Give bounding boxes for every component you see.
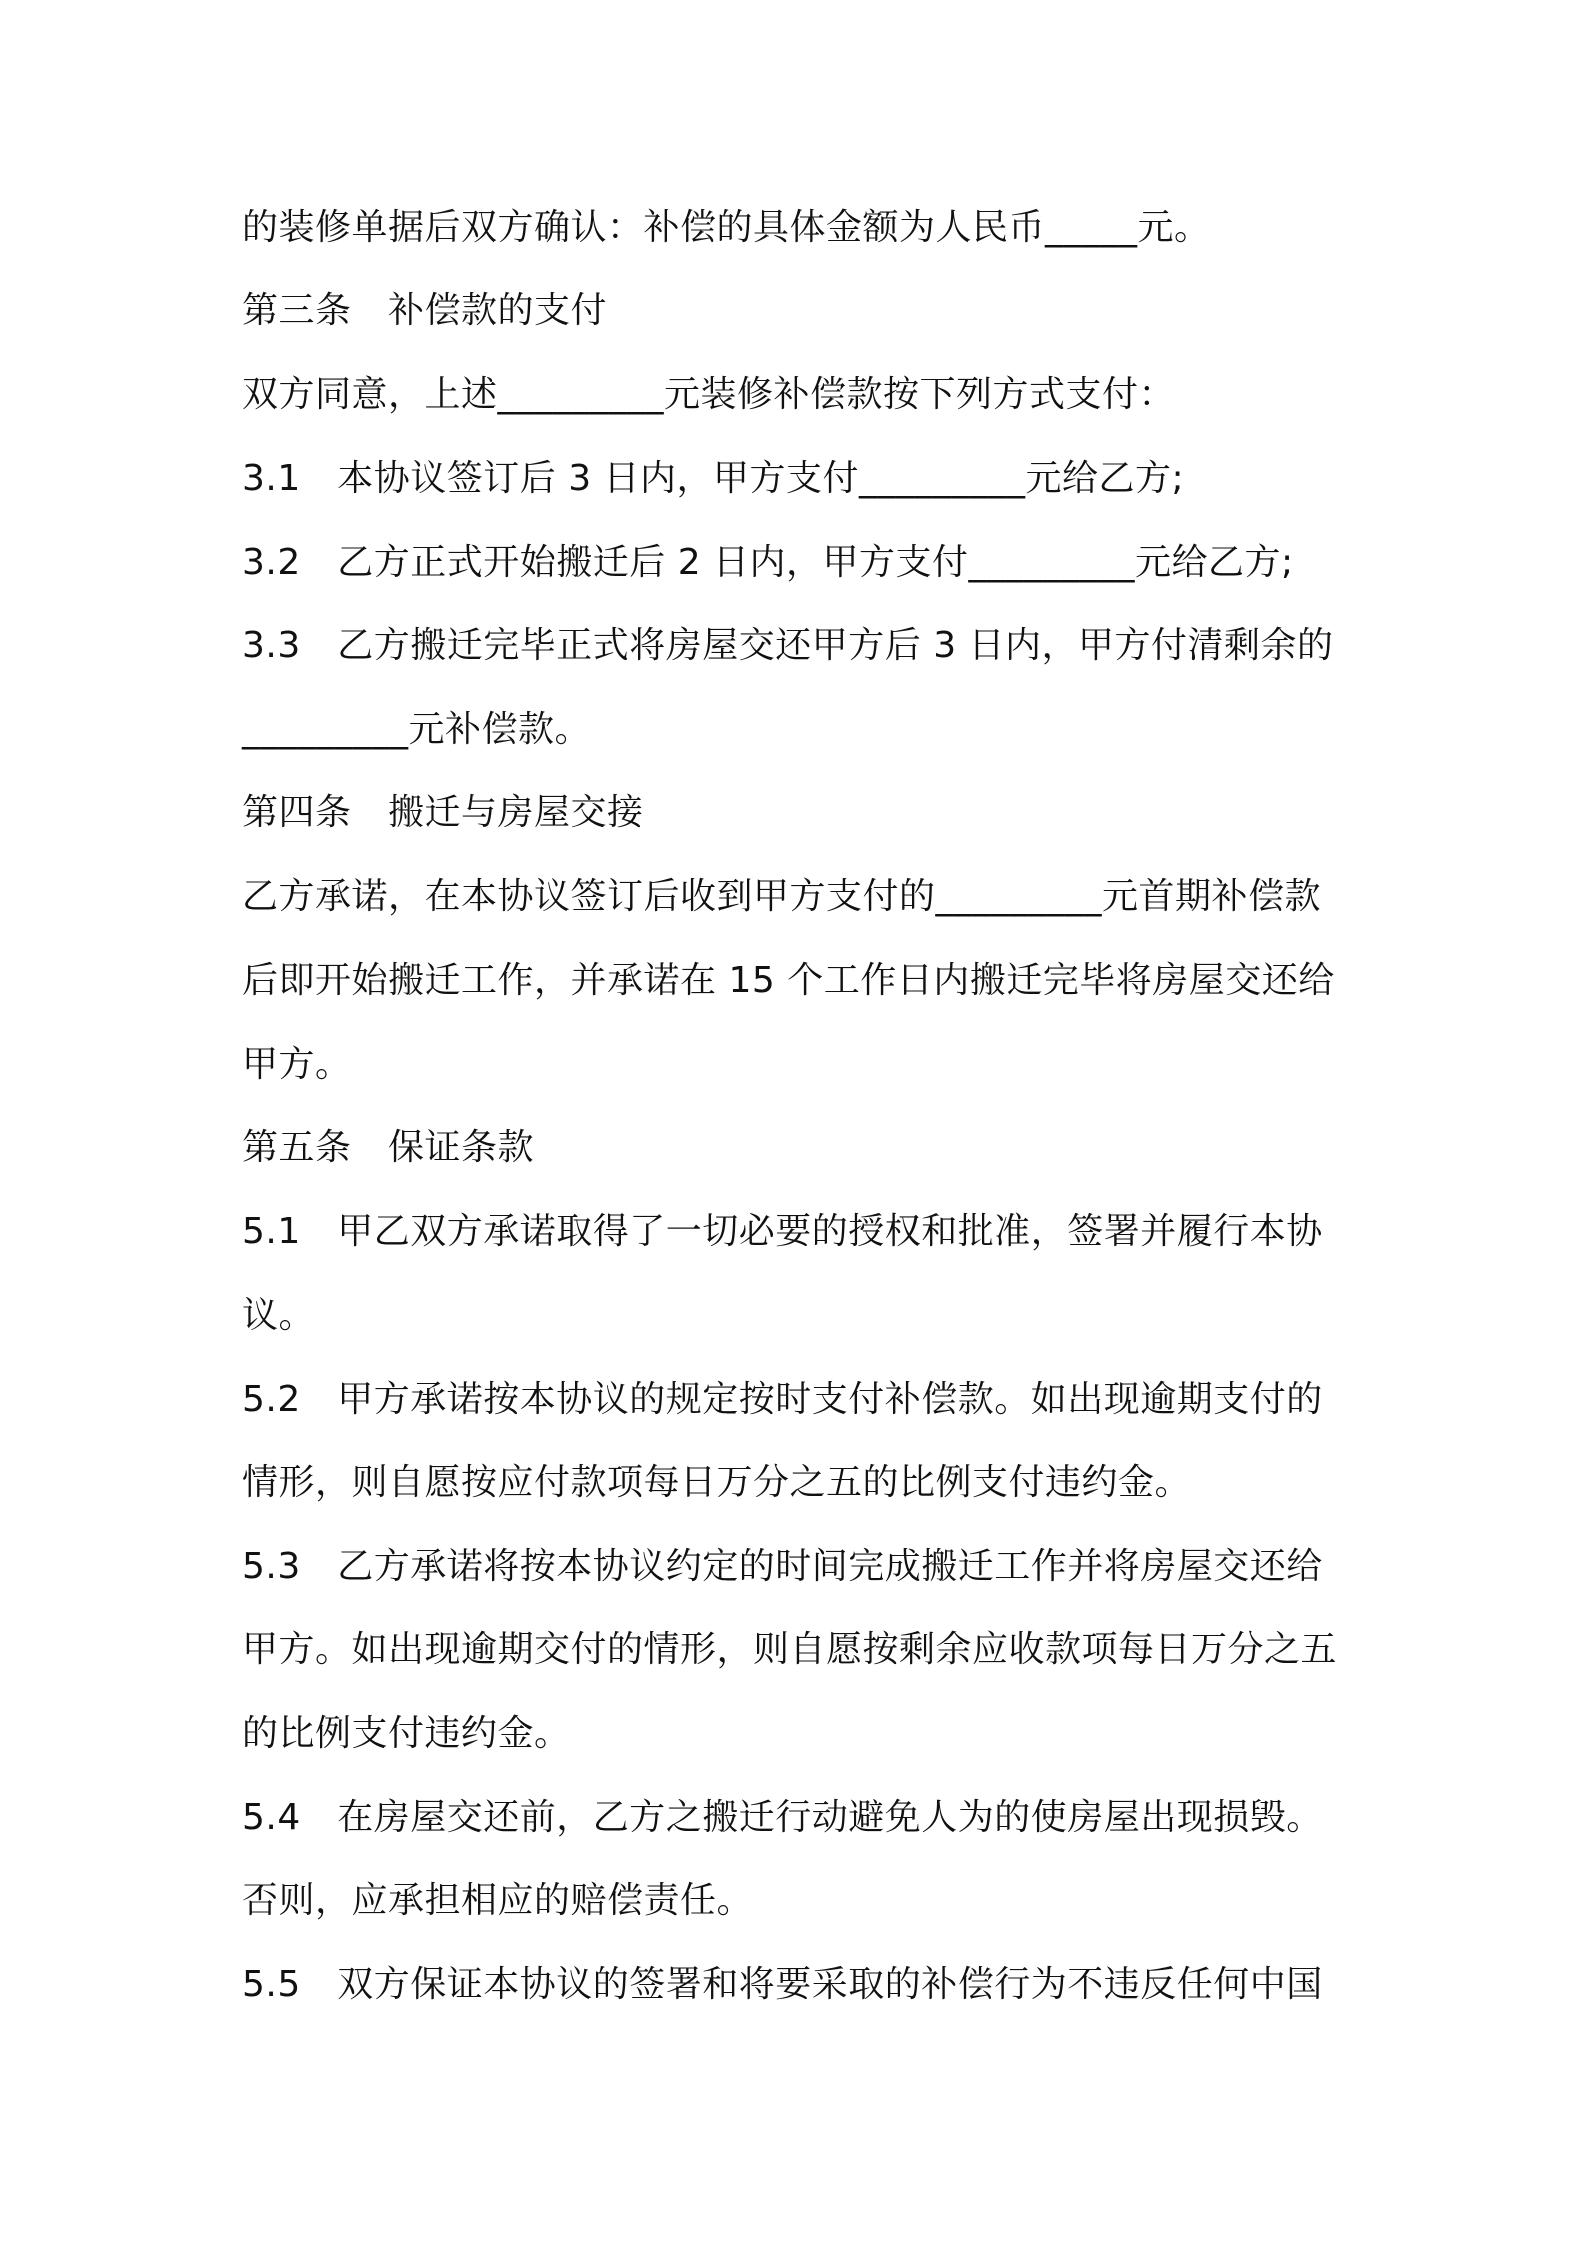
text-line: 甲方。 bbox=[242, 1044, 352, 1085]
text-line: _________元补偿款。 bbox=[242, 709, 592, 750]
section-heading: 第五条 保证条款 bbox=[242, 1127, 535, 1168]
clause-3-3: 3.3 乙方搬迁完毕正式将房屋交还甲方后 3 日内，甲方付清剩余的 bbox=[242, 625, 1334, 666]
section-heading: 第四条 搬迁与房屋交接 bbox=[242, 792, 644, 833]
clause-3-2: 3.2 乙方正式开始搬迁后 2 日内，甲方支付_________元给乙方; bbox=[242, 542, 1294, 583]
clause-5-2: 5.2 甲方承诺按本协议的规定按时支付补偿款。如出现逾期支付的 bbox=[242, 1379, 1323, 1420]
text-line: 情形，则自愿按应付款项每日万分之五的比例支付违约金。 bbox=[242, 1462, 1192, 1503]
section-heading: 第三条 补偿款的支付 bbox=[242, 290, 608, 331]
clause-3-1: 3.1 本协议签订后 3 日内，甲方支付_________元给乙方; bbox=[242, 458, 1185, 499]
clause-5-4: 5.4 在房屋交还前，乙方之搬迁行动避免人为的使房屋出现损毁。 bbox=[242, 1797, 1323, 1838]
text-line: 否则，应承担相应的赔偿责任。 bbox=[242, 1880, 754, 1921]
clause-5-1: 5.1 甲乙双方承诺取得了一切必要的授权和批准，签署并履行本协 bbox=[242, 1211, 1323, 1252]
text-line: 的比例支付违约金。 bbox=[242, 1713, 571, 1754]
clause-5-5: 5.5 双方保证本协议的签署和将要采取的补偿行为不违反任何中国 bbox=[242, 1964, 1323, 2005]
text-line: 的装修单据后双方确认：补偿的具体金额为人民币_____元。 bbox=[242, 207, 1211, 248]
text-line: 双方同意，上述_________元装修补偿款按下列方式支付： bbox=[242, 374, 1176, 415]
text-line: 乙方承诺，在本协议签订后收到甲方支付的_________元首期补偿款 bbox=[242, 876, 1322, 917]
text-line: 议。 bbox=[242, 1295, 316, 1336]
text-line: 甲方。如出现逾期交付的情形，则自愿按剩余应收款项每日万分之五 bbox=[242, 1629, 1338, 1670]
text-line: 后即开始搬迁工作，并承诺在 15 个工作日内搬迁完毕将房屋交还给 bbox=[242, 960, 1335, 1001]
clause-5-3: 5.3 乙方承诺将按本协议约定的时间完成搬迁工作并将房屋交还给 bbox=[242, 1546, 1323, 1587]
